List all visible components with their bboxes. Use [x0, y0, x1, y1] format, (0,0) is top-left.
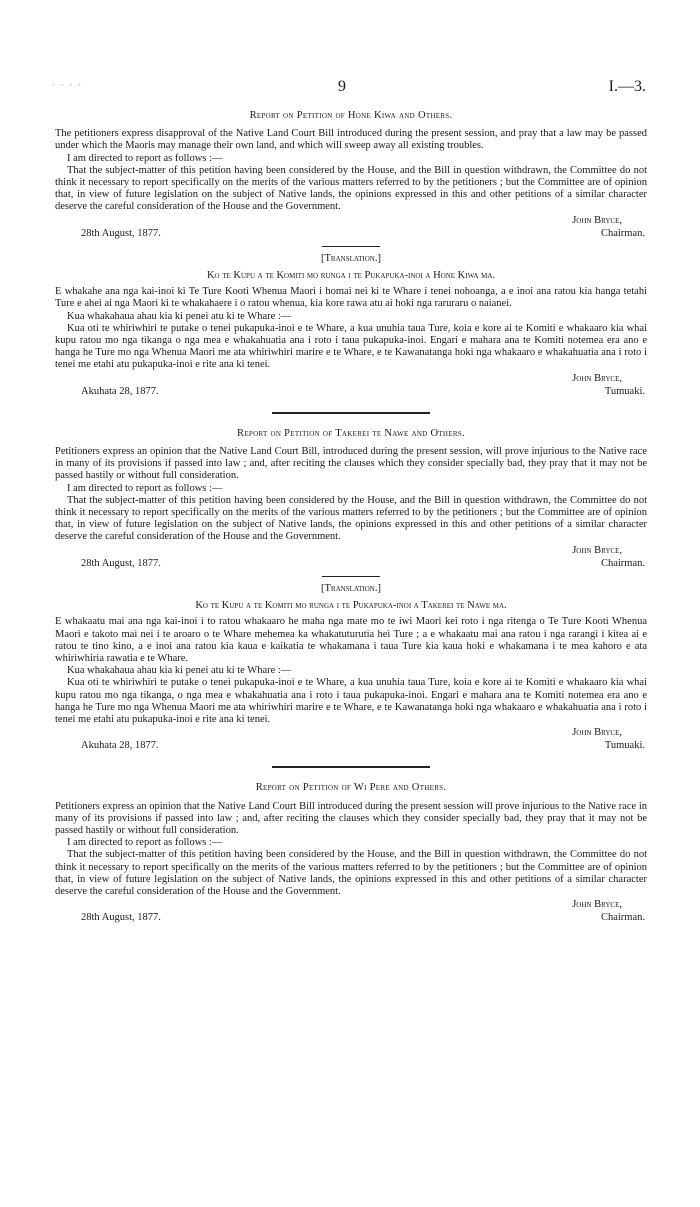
page-number: 9: [338, 78, 346, 95]
report-paragraph: That the subject-matter of this petition having been considered by the House, and the Bill in question withdrawn, the Committee do not think it necessary to report specifically on the merits of the various matters referred to by the petitioners ; but the Committee are of opinion that, in view of future legislation on the subject of Native lands, the opinions expressed in this and other petitions of a similar character deserve the careful consideration of the House and the Government.: [55, 164, 647, 213]
report-hone-kiwa: [55, 110, 647, 240]
translation-label: [Translation.]: [321, 252, 381, 264]
report-paragraph: Kua whakahaua ahau kia ki penei atu ki te Whare :—: [67, 310, 292, 322]
report-paragraph: Petitioners express an opinion that the Native Land Court Bill introduced during the present session will prove injurious to the Native race in many of its provisions if passed into law ; and, after reciting the clauses which they consider specially bad, they pray that it may not be passed hastily or without full consideration.: [55, 800, 647, 836]
report-paragraph: The petitioners express disapproval of the Native Land Court Bill introduced during the present session, and pray that a law may be passed under which the Maoris may manage their own land, and which will sweep away all existing troubles.: [55, 128, 647, 152]
date-line: [55, 740, 647, 752]
translation-title: Ko te Kupu a te Komiti mo runga i te Pukapuka-inoi a Hone Kiwa ma.: [206, 270, 496, 282]
signatory-role: Tumuaki.: [604, 740, 645, 752]
report-title: Report on Petition of Takerei te Nawe and Others.: [237, 427, 465, 439]
translation-title: Ko te Kupu a te Komiti mo runga i te Pukapuka-inoi a Takerei te Nawe ma.: [195, 600, 507, 612]
signatory-role: Chairman.: [600, 227, 645, 239]
report-paragraph: E whakaatu mai ana nga kai-inoi i to ratou whakaaro he maha nga mate mo te iwi Maori kei roto i nga ritenga o Te Ture Kooti Whenua Maori e takoto mai nei i te aroaro o te Whare mehemea ka whakatuturutia hei Ture ; a e whakaatu mai ana ratou i nga rarangi i kitea ai e ratou te tino kino, a e inoi ana ratou kia kaua e kaikatia te whakamana i taua Ture kia kaua hoki e whakamana i te mea kahoro e ata whiriwhiria rawatia e te Whare.: [55, 616, 647, 664]
report-paragraph: I am directed to report as follows :—: [67, 152, 223, 164]
report-date: Akuhata 28, 1877.: [81, 385, 159, 397]
report-date: 28th August, 1877.: [81, 557, 161, 569]
translation-takerei-te-nawe: [55, 583, 647, 752]
section-divider-long: [272, 412, 430, 414]
date-line: [55, 558, 647, 570]
signatory: John Bryce,: [572, 214, 622, 226]
report-date: 28th August, 1877.: [81, 912, 161, 924]
signatory-role: Chairman.: [600, 912, 645, 924]
report-takerei-te-nawe: [55, 428, 647, 570]
page-header: [0, 78, 700, 100]
report-date: 28th August, 1877.: [81, 227, 161, 239]
report-title: Report on Petition of Wi Pere and Others.: [255, 782, 447, 794]
signatory-role: Tumuaki.: [604, 385, 645, 397]
date-line: [55, 228, 647, 240]
report-paragraph: That the subject-matter of this petition having been considered by the House, and the Bill in question withdrawn, the Committee do not think it necessary to report specifically on the merits of the various matters referred to by the petitioners ; but the Committee are of opinion that, in view of future legislation on the subject of Native lands, the opinions expressed in this and other petitions of a similar character deserve the careful consideration of the House and the Government.: [55, 849, 647, 897]
corner-mark: - - - -: [52, 80, 83, 89]
page-content: [55, 110, 647, 924]
report-paragraph: E whakahe ana nga kai-inoi ki Te Ture Kooti Whenua Maori i homai nei ki te Whare i tenei nohoanga, a e inoi ana ratou kia hanga tetahi Ture e ahei ai nga Maori ki te whakahaere i o ratou whenua, kia kore rawa atu ai hoki nga raruraru o naianei.: [55, 286, 647, 310]
document-reference: I.—3.: [608, 78, 646, 95]
section-divider-long: [272, 766, 430, 768]
report-paragraph: Kua oti te whiriwhiri te putake o tenei pukapuka-inoi e te Whare, a kua unuhia taua Ture, koia e kore ai te Komiti e whakaaro kia whai kupu ratou mo nga tikanga, o nga mea e whakahuatia ana i roto i taua pukapuka-inoi. Engari e mahara ana te Komiti notemea era ano e hanga he Ture mo nga Whenua Maori me ata whiriwhiri marire e te Whare, e te Kawanatanga hoki nga whakaaro e whakahuatia ana i roto i tenei me etahi atu pukapuka-inoi e rite ana ki tenei.: [55, 677, 647, 725]
report-paragraph: Kua oti te whiriwhiri te putake o tenei pukapuka-inoi e te Whare, a kua unuhia taua Ture, koia e kore ai te Komiti e whakaaro kia whai kupu ratou mo nga tikanga o nga mea e whakahuatia ana i roto i taua pukapuka-inoi. Engari e mahara ana te Komiti notemea era ano e hanga he Ture mo nga Whenua Maori me ata whiriwhiri marire e te Whare, e te Kawanatanga hoki nga whakaaro e whakahuatia ana i roto i tenei me etahi atu pukapuka-inoi e rite ana ki tenei.: [55, 322, 647, 371]
section-divider-short: [322, 576, 380, 577]
report-paragraph: Kua whakahaua ahau kia ki penei atu ki te Whare :—: [67, 665, 292, 677]
report-date: Akuhata 28, 1877.: [81, 740, 159, 752]
report-paragraph: Petitioners express an opinion that the Native Land Court Bill, introduced during the present session, will prove injurious to the Native race in many of its provisions if passed into law ; and, after reciting the clauses which they consider specially bad, they pray that it may not be passed hastily or without full consideration.: [55, 446, 647, 482]
report-title: Report on Petition of Hone Kiwa and Others.: [249, 110, 453, 121]
signatory: John Bryce,: [572, 544, 622, 556]
translation-label: [Translation.]: [321, 582, 381, 594]
signatory: John Bryce,: [572, 727, 622, 739]
translation-hone-kiwa: [55, 253, 647, 398]
report-paragraph: I am directed to report as follows :—: [67, 837, 223, 849]
report-paragraph: I am directed to report as follows :—: [67, 482, 223, 494]
signatory-role: Chairman.: [600, 557, 645, 569]
date-line: [55, 386, 647, 398]
signatory: John Bryce,: [572, 372, 622, 384]
date-line: [55, 912, 647, 924]
report-paragraph: That the subject-matter of this petition having been considered by the House, and the Bill in question withdrawn, the Committee do not think it necessary to report specifically on the merits of the various matters referred to by the petitioners ; but the Committee are of opinion that, in view of future legislation on the subject of Native lands, the opinions expressed in this and other petitions of a similar character deserve the careful consideration of the House and the Government.: [55, 494, 647, 543]
report-wi-pere: [55, 782, 647, 924]
section-divider-short: [322, 246, 380, 247]
signatory: John Bryce,: [572, 899, 622, 911]
